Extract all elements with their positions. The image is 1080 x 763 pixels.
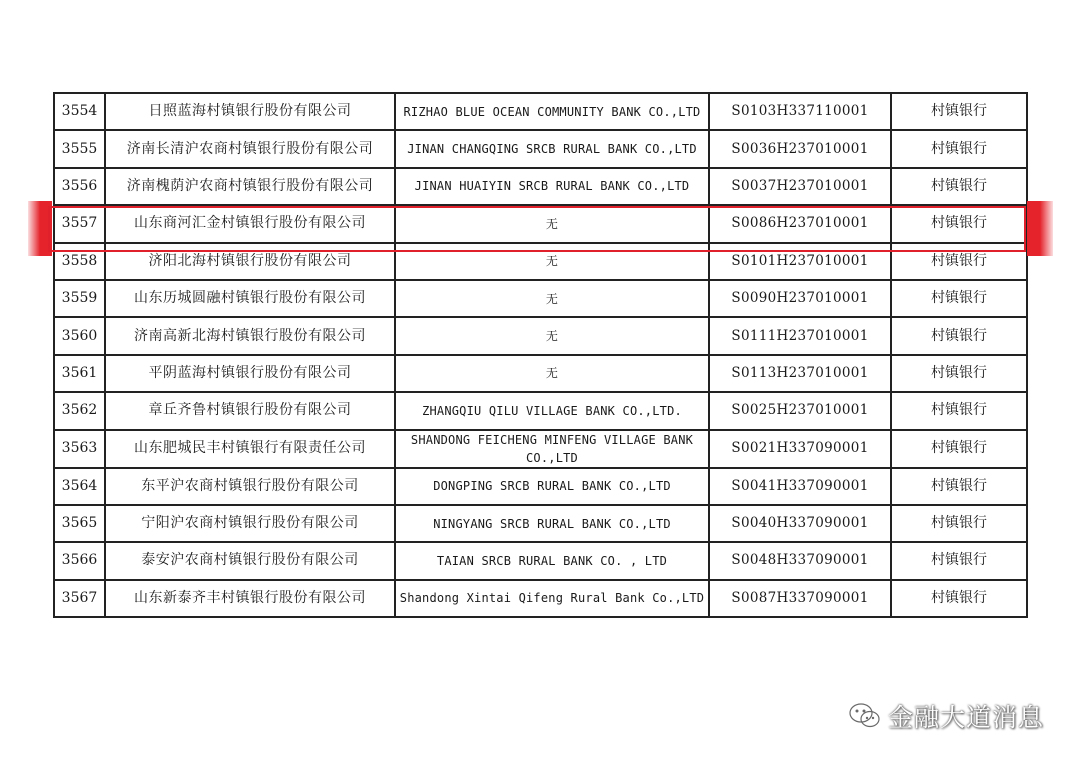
watermark <box>848 696 1044 736</box>
institution-code: S0090H237010001 <box>709 280 891 317</box>
english-name: 无 <box>395 280 709 317</box>
institution-type: 村镇银行 <box>891 243 1027 280</box>
table-row <box>54 505 1027 542</box>
institution-type: 村镇银行 <box>891 205 1027 242</box>
institution-code: S0021H337090001 <box>709 430 891 468</box>
institution-code: S0025H237010001 <box>709 392 891 429</box>
row-number: 3556 <box>54 168 105 205</box>
institution-code: S0086H237010001 <box>709 205 891 242</box>
row-number: 3561 <box>54 355 105 392</box>
row-number: 3558 <box>54 243 105 280</box>
english-name: 无 <box>395 243 709 280</box>
institution-type: 村镇银行 <box>891 392 1027 429</box>
chinese-name: 济南高新北海村镇银行股份有限公司 <box>105 317 395 354</box>
table-row <box>54 280 1027 317</box>
institution-code: S0041H337090001 <box>709 468 891 505</box>
institution-code: S0087H337090001 <box>709 580 891 617</box>
institution-type: 村镇银行 <box>891 317 1027 354</box>
row-number: 3564 <box>54 468 105 505</box>
institution-type: 村镇银行 <box>891 505 1027 542</box>
wechat-icon <box>848 701 882 731</box>
english-name: ZHANGQIU QILU VILLAGE BANK CO.,LTD. <box>395 392 709 429</box>
table-row <box>54 542 1027 579</box>
chinese-name: 山东肥城民丰村镇银行有限责任公司 <box>105 430 395 468</box>
row-number: 3567 <box>54 580 105 617</box>
institution-type: 村镇银行 <box>891 580 1027 617</box>
chinese-name: 泰安沪农商村镇银行股份有限公司 <box>105 542 395 579</box>
institution-type: 村镇银行 <box>891 168 1027 205</box>
institution-code: S0111H237010001 <box>709 317 891 354</box>
table-row <box>54 130 1027 167</box>
row-number: 3557 <box>54 205 105 242</box>
institution-type: 村镇银行 <box>891 542 1027 579</box>
table-row <box>54 243 1027 280</box>
highlight-edge-marker-right <box>1027 201 1053 256</box>
institution-type: 村镇银行 <box>891 468 1027 505</box>
english-name: JINAN HUAIYIN SRCB RURAL BANK CO.,LTD <box>395 168 709 205</box>
row-number: 3565 <box>54 505 105 542</box>
institution-code: S0048H337090001 <box>709 542 891 579</box>
institution-code: S0113H237010001 <box>709 355 891 392</box>
english-name: DONGPING SRCB RURAL BANK CO.,LTD <box>395 468 709 505</box>
chinese-name: 宁阳沪农商村镇银行股份有限公司 <box>105 505 395 542</box>
institution-type: 村镇银行 <box>891 93 1027 130</box>
bank-list-table-container <box>53 92 1026 618</box>
chinese-name: 山东新泰齐丰村镇银行股份有限公司 <box>105 580 395 617</box>
english-name: 无 <box>395 355 709 392</box>
english-name: Shandong Xintai Qifeng Rural Bank Co.,LTD <box>395 580 709 617</box>
row-number: 3563 <box>54 430 105 468</box>
institution-code: S0037H237010001 <box>709 168 891 205</box>
table-row <box>54 392 1027 429</box>
row-number: 3555 <box>54 130 105 167</box>
institution-code: S0040H337090001 <box>709 505 891 542</box>
table-row <box>54 430 1027 468</box>
table-row <box>54 317 1027 354</box>
chinese-name: 济南槐荫沪农商村镇银行股份有限公司 <box>105 168 395 205</box>
row-number: 3566 <box>54 542 105 579</box>
chinese-name: 济南长清沪农商村镇银行股份有限公司 <box>105 130 395 167</box>
row-number: 3562 <box>54 392 105 429</box>
chinese-name: 章丘齐鲁村镇银行股份有限公司 <box>105 392 395 429</box>
chinese-name: 济阳北海村镇银行股份有限公司 <box>105 243 395 280</box>
english-name: 无 <box>395 205 709 242</box>
row-number: 3554 <box>54 93 105 130</box>
bank-list-body <box>54 93 1027 617</box>
chinese-name: 日照蓝海村镇银行股份有限公司 <box>105 93 395 130</box>
institution-code: S0036H237010001 <box>709 130 891 167</box>
english-name: SHANDONG FEICHENG MINFENG VILLAGE BANK CO.,LTD <box>395 430 709 468</box>
chinese-name: 山东商河汇金村镇银行股份有限公司 <box>105 205 395 242</box>
institution-type: 村镇银行 <box>891 355 1027 392</box>
bank-list-table <box>53 92 1028 618</box>
row-number: 3560 <box>54 317 105 354</box>
institution-type: 村镇银行 <box>891 430 1027 468</box>
english-name: RIZHAO BLUE OCEAN COMMUNITY BANK CO.,LTD <box>395 93 709 130</box>
english-name: NINGYANG SRCB RURAL BANK CO.,LTD <box>395 505 709 542</box>
institution-type: 村镇银行 <box>891 280 1027 317</box>
table-row <box>54 580 1027 617</box>
institution-type: 村镇银行 <box>891 130 1027 167</box>
table-row <box>54 355 1027 392</box>
institution-code: S0103H337110001 <box>709 93 891 130</box>
institution-code: S0101H237010001 <box>709 243 891 280</box>
english-name: 无 <box>395 317 709 354</box>
chinese-name: 山东历城圆融村镇银行股份有限公司 <box>105 280 395 317</box>
table-row <box>54 93 1027 130</box>
table-row-highlighted <box>54 205 1027 242</box>
chinese-name: 平阴蓝海村镇银行股份有限公司 <box>105 355 395 392</box>
chinese-name: 东平沪农商村镇银行股份有限公司 <box>105 468 395 505</box>
watermark-text: 金融大道消息 <box>888 703 1045 732</box>
table-row <box>54 168 1027 205</box>
table-row <box>54 468 1027 505</box>
highlight-edge-marker-left <box>28 201 52 256</box>
english-name: TAIAN SRCB RURAL BANK CO. , LTD <box>395 542 709 579</box>
row-number: 3559 <box>54 280 105 317</box>
english-name: JINAN CHANGQING SRCB RURAL BANK CO.,LTD <box>395 130 709 167</box>
